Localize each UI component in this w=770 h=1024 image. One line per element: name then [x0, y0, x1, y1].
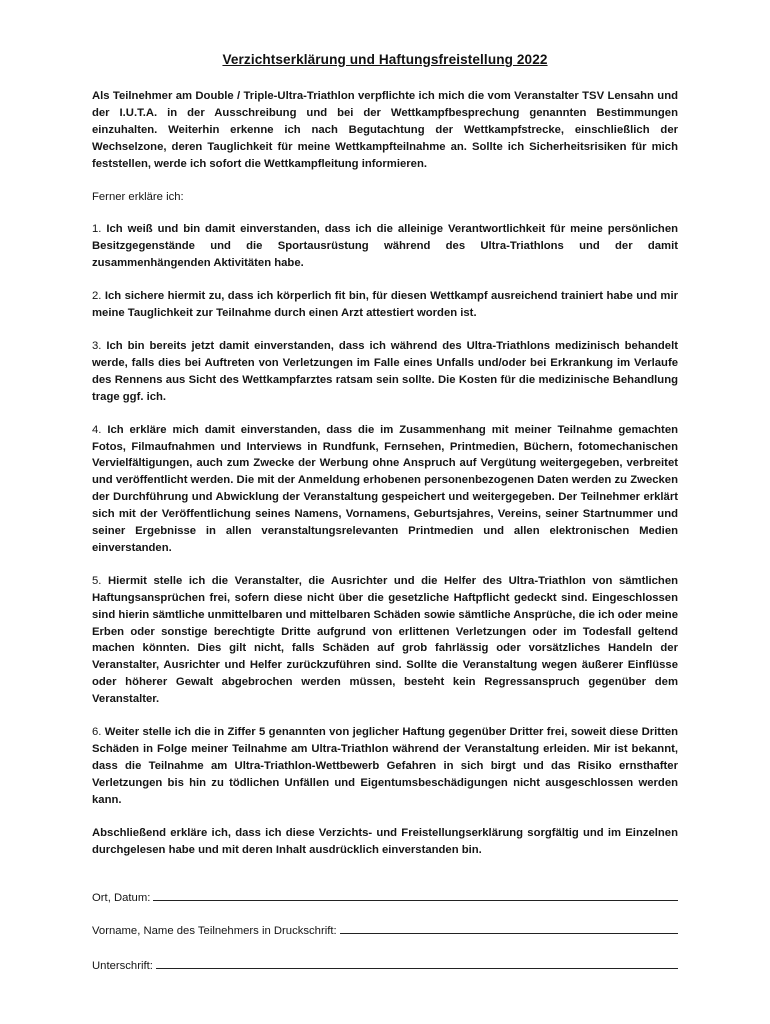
- ferner-heading: Ferner erkläre ich:: [92, 190, 184, 203]
- clause-2: [92, 288, 678, 322]
- signature-label: Unterschrift:: [92, 960, 153, 972]
- ort-datum-line[interactable]: [153, 888, 678, 901]
- clause-number: 6.: [92, 726, 102, 739]
- clause-5: [92, 573, 678, 708]
- clause-6: [92, 724, 678, 809]
- signature-field[interactable]: [92, 955, 678, 972]
- clause-3: [92, 338, 678, 406]
- name-line[interactable]: [340, 921, 678, 934]
- clause-text: Weiter stelle ich die in Ziffer 5 genannten von jeglicher Haftung gegenüber Dritter frei, soweit diese Dritten Schäden in Folge meiner Teilnahme am Ultra-Triathlon während der Veranstaltung erleiden. Mir ist bekannt, dass die Teilnahme am Ultra-Triathlon-Wettbewerb Gefahren in sich birgt und das Risiko ernsthafter Verletzungen bis hin zu tödlichen Unfällen und Eigentumsbeschädigungen nicht ausgeschlossen werden kann.: [92, 726, 679, 806]
- clause-4: [92, 422, 678, 557]
- clause-number: 1.: [92, 223, 102, 236]
- clause-number: 4.: [92, 423, 102, 436]
- signature-line[interactable]: [156, 956, 678, 969]
- name-field[interactable]: [92, 920, 678, 937]
- clause-text: Ich sichere hiermit zu, dass ich körperlich fit bin, für diesen Wettkampf ausreichend trainiert habe und mir meine Tauglichkeit zur Teilnahme durch einen Arzt attestiert worden ist.: [92, 290, 678, 320]
- clause-text: Ich erkläre mich damit einverstanden, dass die im Zusammenhang mit meiner Teilnahme gemachten Fotos, Filmaufnahmen und Interviews in Rundfunk, Fernsehen, Printmedien, Büchern, fotomechanischen Vervielfältigungen, auch zum Zwecke der Werbung ohne Anspruch auf Vergütung weitergegeben, verbreitet und veröffentlicht werden. Die mit der Anmeldung erhobenen personenbezogenen Daten werden zu Zwecken der Durchführung und Abwicklung der Veranstaltung gespeichert und weitergegeben. Der Teilnehmer erklärt sich mit der Veröffentlichung seines Namens, Vornamens, Geburtsjahres, Vereins, seiner Startnummer und seiner Ergebnisse in allen veranstaltungsrelevanten Printmedien und allen elektronischen Medien einverstanden.: [92, 423, 679, 554]
- clause-number: 3.: [92, 339, 102, 352]
- clause-number: 2.: [92, 290, 102, 303]
- clause-1: [92, 221, 678, 272]
- clause-text: Ich weiß und bin damit einverstanden, dass ich die alleinige Verantwortlichkeit für meine persönlichen Besitzgegenstände und die Sportausrüstung während des Ultra-Triathlons und der damit zusammenhängenden Aktivitäten habe.: [92, 223, 679, 270]
- clause-number: 5.: [92, 574, 102, 587]
- ort-datum-label: Ort, Datum:: [92, 892, 151, 904]
- intro-paragraph: Als Teilnehmer am Double / Triple-Ultra-Triathlon verpflichte ich mich die vom Veranstalter TSV Lensahn und der I.U.T.A. in der Ausschreibung und bei der Wettkampfbesprechung genannten Bestimmungen einzuhalten. Weiterhin erkenne ich nach Begutachtung der Wettkampfstrecke, einschließlich der Wechselzone, deren Tauglichkeit für meine Wettkampfteilnahme an. Sollte ich Sicherheitsrisiken für mich feststellen, werde ich sofort die Wettkampfleitung informieren.: [92, 90, 678, 170]
- clause-text: Ich bin bereits jetzt damit einverstanden, dass ich während des Ultra-Triathlons medizinisch behandelt werde, falls dies bei Auftreten von Verletzungen im Falle eines Unfalls und/oder bei Erkrankung im Verlaufe des Rennens aus Sicht des Wettkampfarztes ratsam sein sollte. Die Kosten für die medizinische Behandlung trage ggf. ich.: [92, 339, 678, 403]
- document-title: Verzichtserklärung und Haftungsfreistellung 2022: [222, 52, 548, 67]
- clause-text: Hiermit stelle ich die Veranstalter, die Ausrichter und die Helfer des Ultra-Triathlon von sämtlichen Haftungsansprüchen frei, sofern diese nicht über die gesetzliche Haftpflicht gedeckt sind. Eingeschlossen sind hierin sämtliche unmittelbaren und mittelbaren Schäden sowie sämtliche Ansprüche, die ich oder meine Erben oder sonstige berechtigte Dritte aufgrund von erlittenen Verletzungen oder im Todesfall geltend machen könnten. Dies gilt nicht, falls Schäden auf grob fahrlässig oder vorsätzliches Handeln der Veranstalter, Ausrichter und Helfer zurückzuführen sind. Sollte die Veranstaltung wegen äußerer Einflüsse oder höherer Gewalt abgebrochen werden müssen, besteht kein Regressanspruch gegenüber dem Veranstalter.: [92, 574, 679, 706]
- name-label: Vorname, Name des Teilnehmers in Druckschrift:: [92, 925, 337, 937]
- ort-datum-field[interactable]: [92, 887, 678, 904]
- closing-paragraph: Abschließend erkläre ich, dass ich diese Verzichts- und Freistellungserklärung sorgfältig und im Einzelnen durchgelesen habe und mit deren Inhalt ausdrücklich einverstanden bin.: [92, 826, 678, 856]
